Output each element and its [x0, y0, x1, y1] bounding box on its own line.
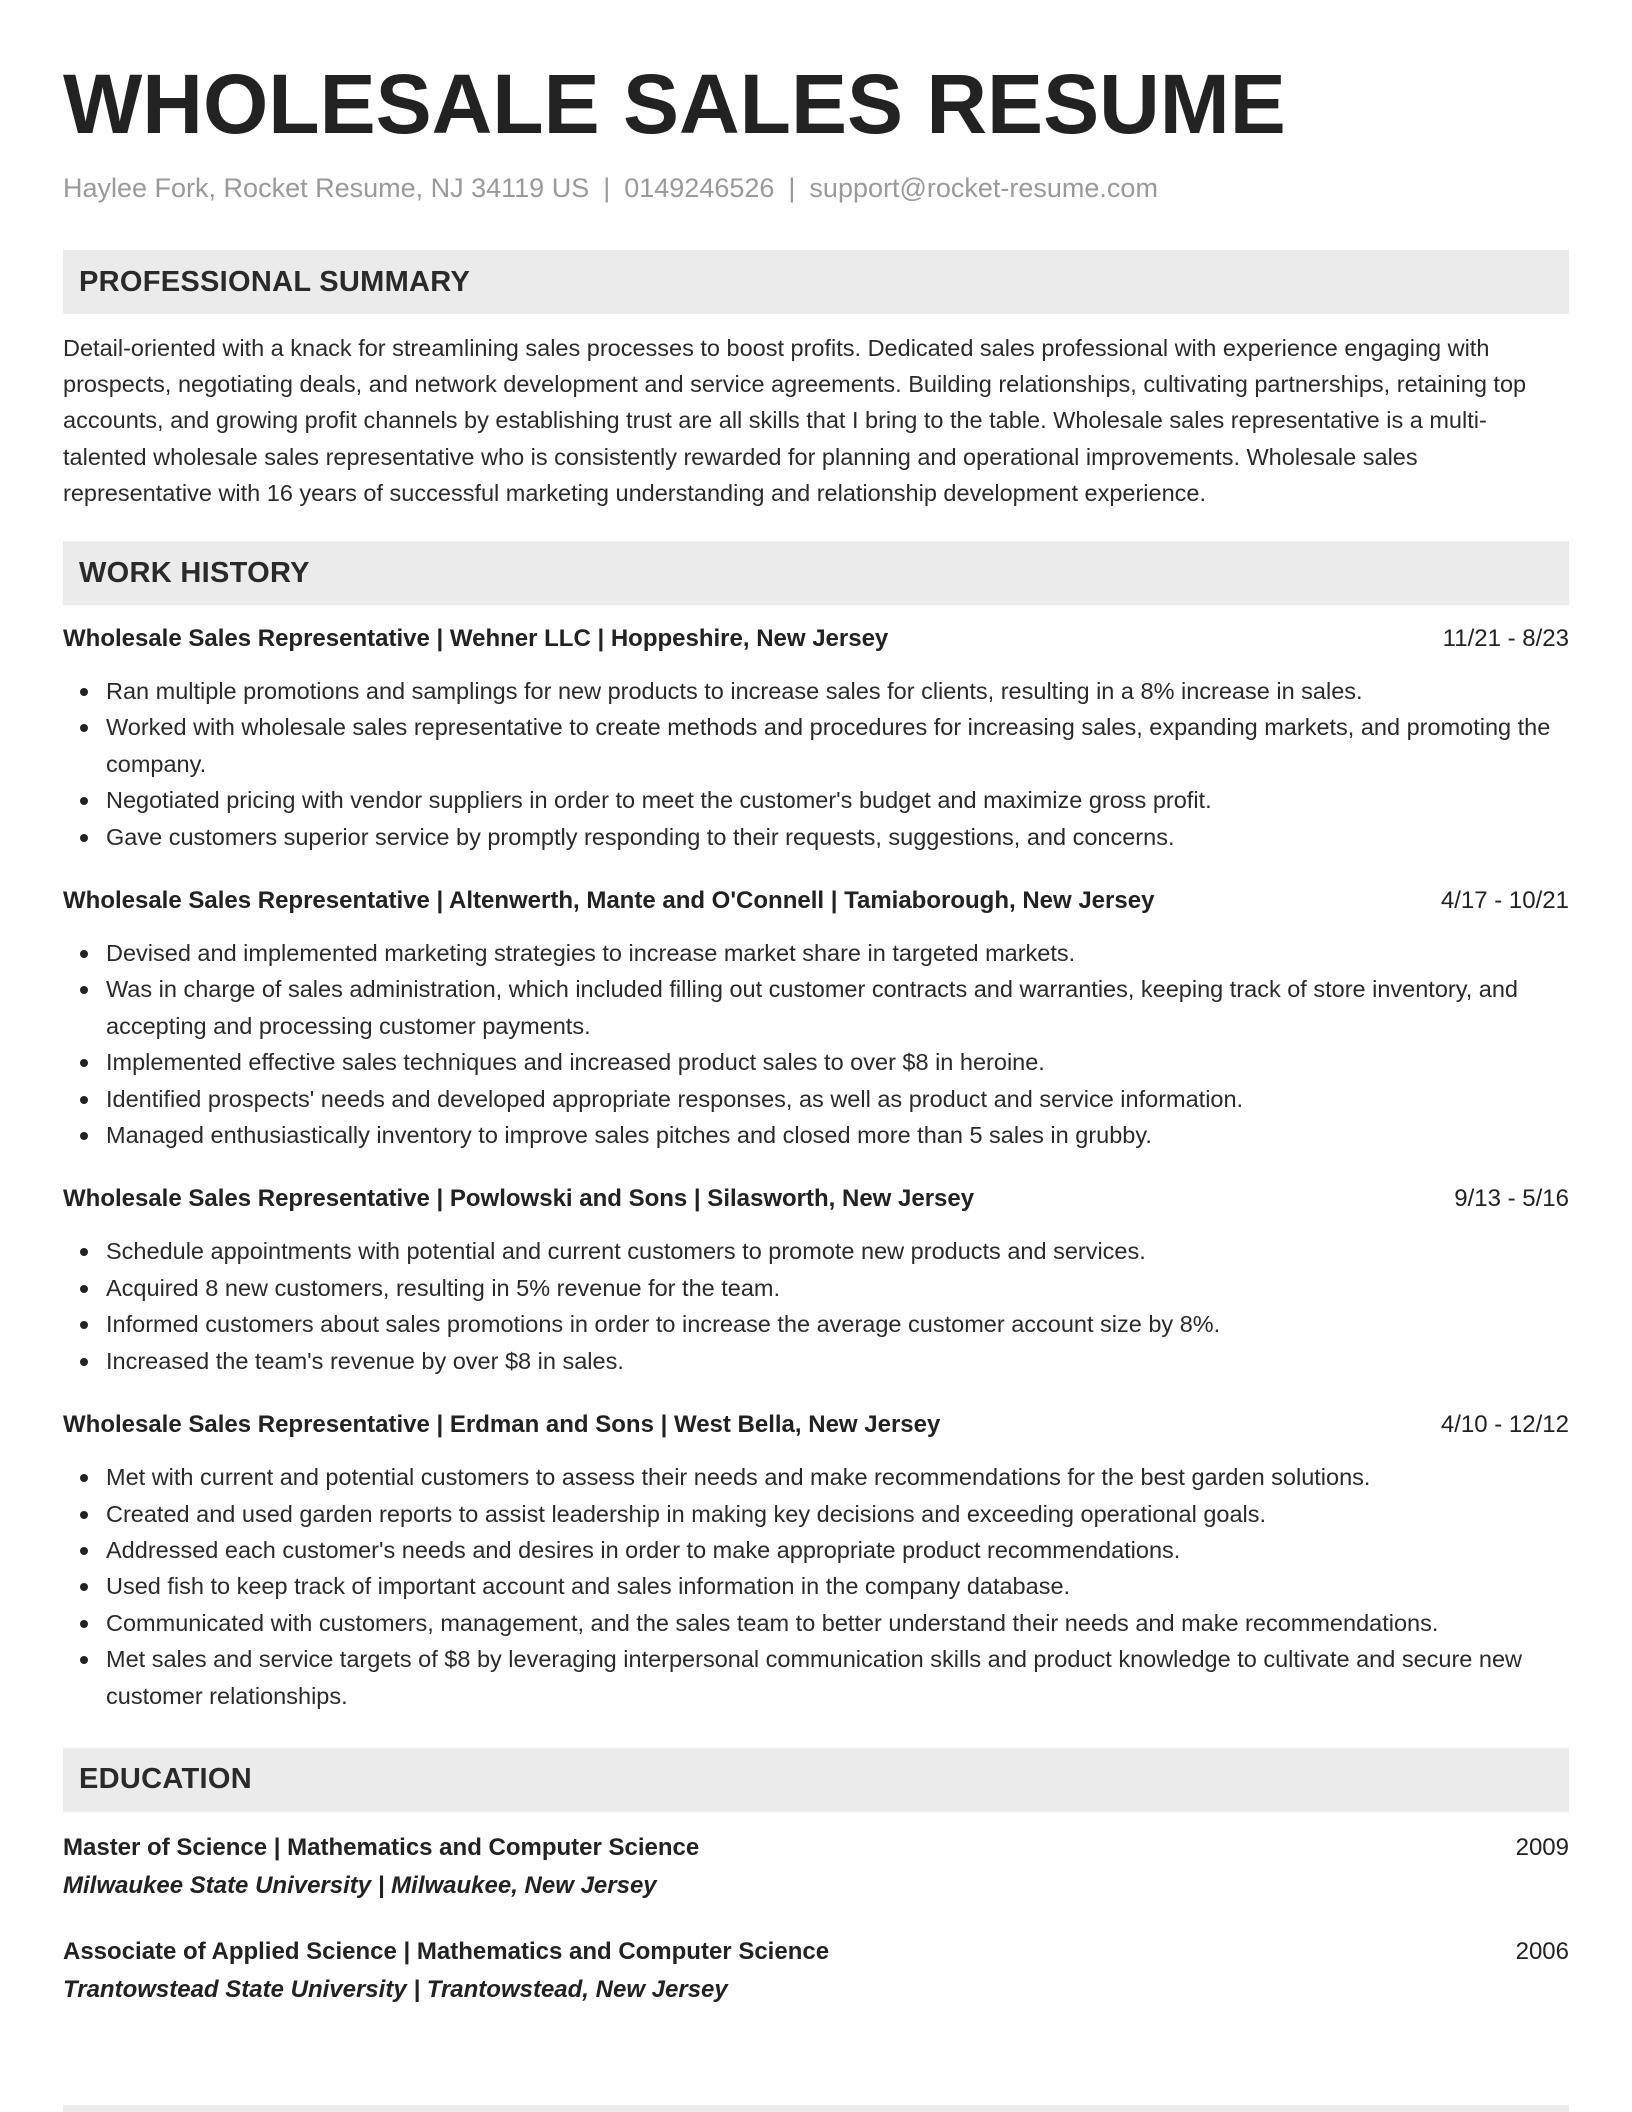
job-header [63, 1181, 1569, 1217]
job-dates: 9/13 - 5/16 [1454, 1185, 1569, 1213]
contact-separator: | [788, 173, 796, 203]
job-dates: 4/17 - 10/21 [1440, 887, 1569, 915]
job-bullet: Ran multiple promotions and samplings for new products to increase sales for clients, resulting in a 8% increase in sales. [63, 673, 1569, 709]
job-header [63, 1407, 1569, 1443]
job-bullet: Acquired 8 new customers, resulting in 5% revenue for the team. [63, 1270, 1569, 1306]
job-bullet: Created and used garden reports to assist leadership in making key decisions and exceeding operational goals. [63, 1496, 1569, 1532]
job-title: Wholesale Sales Representative | Wehner LLC | Hoppeshire, New Jersey [63, 625, 889, 653]
education-header [63, 1830, 1569, 1866]
job-bullet: Met with current and potential customers to assess their needs and make recommendations for the best garden solutions. [63, 1459, 1569, 1495]
job-entry [63, 883, 1569, 1153]
job-bullet: Managed enthusiastically inventory to improve sales pitches and closed more than 5 sales in grubby. [63, 1117, 1569, 1153]
job-title: Wholesale Sales Representative | Erdman and Sons | West Bella, New Jersey [63, 1411, 941, 1439]
education-school: Trantowstead State University | Trantowstead, New Jersey [63, 1975, 728, 2003]
job-bullet: Was in charge of sales administration, which included filling out customer contracts and warranties, keeping track of store inventory, and accepting and processing customer payments. [63, 971, 1569, 1044]
job-bullet: Identified prospects' needs and developed appropriate responses, as well as product and service information. [63, 1081, 1569, 1117]
contact-address: Haylee Fork, Rocket Resume, NJ 34119 US [63, 173, 590, 203]
job-bullet: Met sales and service targets of $8 by leveraging interpersonal communication skills and product knowledge to cultivate and secure new customer relationships. [63, 1641, 1569, 1714]
education-degree: Associate of Applied Science | Mathematics and Computer Science [63, 1937, 830, 1965]
bottom-divider [63, 2105, 1569, 2112]
education-year: 2009 [1515, 1833, 1569, 1861]
education-entry [63, 1830, 1569, 1906]
section-heading-work-history: WORK HISTORY [63, 541, 1569, 605]
job-bullet-list [63, 1459, 1569, 1714]
job-bullet: Worked with wholesale sales representative to create methods and procedures for increasing sales, expanding markets, and promoting the company. [63, 709, 1569, 782]
contact-phone: 0149246526 [624, 173, 775, 203]
job-bullet: Devised and implemented marketing strategies to increase market share in targeted markets. [63, 935, 1569, 971]
job-bullet: Negotiated pricing with vendor suppliers in order to meet the customer's budget and maximize gross profit. [63, 782, 1569, 818]
job-bullet: Implemented effective sales techniques and increased product sales to over $8 in heroine. [63, 1044, 1569, 1080]
job-bullet: Informed customers about sales promotions in order to increase the average customer account size by 8%. [63, 1306, 1569, 1342]
education-degree: Master of Science | Mathematics and Computer Science [63, 1833, 700, 1861]
job-header [63, 621, 1569, 657]
job-bullet: Communicated with customers, management, and the sales team to better understand their needs and make recommendations. [63, 1605, 1569, 1641]
education-header [63, 1934, 1569, 1970]
contact-separator: | [603, 173, 611, 203]
job-title: Wholesale Sales Representative | Powlowski and Sons | Silasworth, New Jersey [63, 1185, 975, 1213]
job-header [63, 883, 1569, 919]
education-entry [63, 1934, 1569, 2010]
job-bullet: Schedule appointments with potential and current customers to promote new products and services. [63, 1233, 1569, 1269]
job-bullet-list [63, 1233, 1569, 1379]
job-title: Wholesale Sales Representative | Altenwerth, Mante and O'Connell | Tamiaborough, New Jersey [63, 887, 1155, 915]
summary-text: Detail-oriented with a knack for streamlining sales processes to boost profits. Dedicated sales professional with experience engaging with prospects, negotiating deals, and network development and service agreements. Building relationships, cultivating partnerships, retaining top accounts, and growing profit channels by establishing trust are all skills that I bring to the table. Wholesale sales representative is a multi-talented wholesale sales representative who is consistently rewarded for planning and operational improvements. Wholesale sales representative with 16 years of successful marketing understanding and relationship development experience. [63, 335, 1527, 506]
job-bullet: Used fish to keep track of important account and sales information in the company database. [63, 1568, 1569, 1604]
job-bullet: Gave customers superior service by promptly responding to their requests, suggestions, and concerns. [63, 819, 1569, 855]
contact-email: support@rocket-resume.com [809, 173, 1158, 203]
job-dates: 4/10 - 12/12 [1440, 1411, 1569, 1439]
section-heading-summary: PROFESSIONAL SUMMARY [63, 250, 1569, 314]
job-entry [63, 621, 1569, 855]
contact-line [63, 170, 1569, 206]
job-dates: 11/21 - 8/23 [1442, 625, 1569, 653]
job-entry [63, 1181, 1569, 1379]
job-bullet-list [63, 673, 1569, 855]
education-school: Milwaukee State University | Milwaukee, New Jersey [63, 1871, 657, 1899]
section-heading-education: EDUCATION [63, 1748, 1569, 1812]
job-bullet-list [63, 935, 1569, 1153]
job-bullet: Addressed each customer's needs and desires in order to make appropriate product recommendations. [63, 1532, 1569, 1568]
job-bullet: Increased the team's revenue by over $8 in sales. [63, 1343, 1569, 1379]
education-year: 2006 [1515, 1937, 1569, 1965]
job-entry [63, 1407, 1569, 1714]
resume-title: WHOLESALE SALES RESUME [63, 57, 1286, 151]
